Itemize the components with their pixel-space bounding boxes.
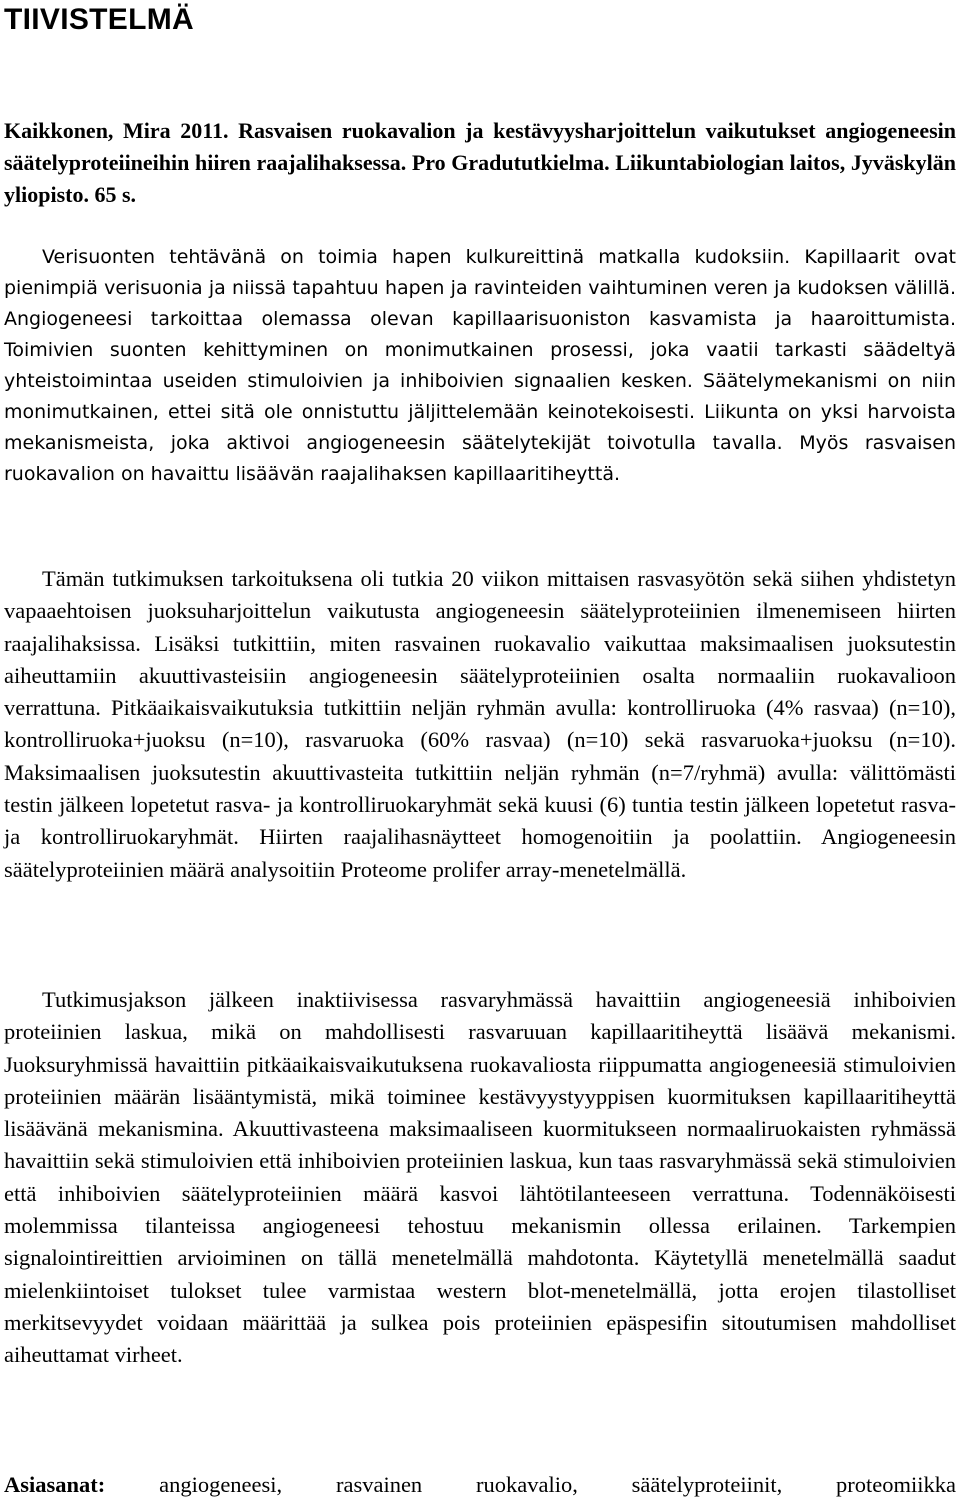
paragraph-3-text: Tutkimusjakson jälkeen inaktiivisessa rasvaryhmässä havaittiin angiogeneesiä inhiboivien proteiinien laskua, mikä on mahdollisesti rasvaruuan kapillaaritiheyttä lisäävä mekanismi. Juoksuryhmissä havaittiin pitkäaikaisvaikutuksena ruokavaliosta riippumatta angiogeneesiä stimuloivien proteiinien määrän lisääntymistä, mikä toiminee kestävyystyyppisen kuormituksen kapillaaritiheyttä lisäävänä mekanismina. Akuuttivasteena maksimaaliseen kuormitukseen normaaliruokaisten ryhmässä havaittiin sekä stimuloivien että inhiboivien proteiinien laskua, kun taas rasvaryhmässä sekä stimuloivien että inhiboivien säätelyproteiinien määrä kasvoi lähtötilanteeseen verrattuna. Todennäköisesti molemmissa tilanteissa angiogeneesi tehostuu mekanismin ollessa erilainen. Tarkempien signalointireittien arvioiminen on tällä menetelmällä mahdotonta. Käytetyllä menetelmällä saadut mielenkiintoiset tulokset tulee varmistaa western blot-menetelmällä, jotta erojen tilastolliset merkitsevyydet voidaan määrittää ja sulkea pois proteiinien epäspesifin sitoutumisen mahdolliset aiheuttamat virheet. [4, 987, 956, 1368]
paragraph-1 [4, 242, 956, 490]
paragraph-1-text: Verisuonten tehtävänä on toimia hapen kulkureittinä matkalla kudoksiin. Kapillaarit ovat pienimpiä verisuonia ja niissä tapahtuu hapen ja ravinteiden vaihtuminen veren ja kudoksen välillä. Angiogeneesi tarkoittaa olemassa olevan kapillaarisuoniston kasvamista ja haaroittumista. Toimivien suonten kehittyminen on monimutkainen prosessi, joka vaatii tarkasti säädeltyä yhteistoimintaa useiden stimuloivien ja inhiboivien signaalien kesken. Säätelymekanismi on niin monimutkainen, ettei sitä ole onnistuttu jäljittelemään keinotekoisesti. Liikunta on yksi harvoista mekanismeista, joka aktivoi angiogeneesin säätelytekijät toivotulla tavalla. Myös rasvaisen ruokavalion on havaittu lisäävän raajalihaksen kapillaaritiheyttä. [4, 246, 956, 485]
keywords-line [4, 1469, 956, 1501]
page-title: TIIVISTELMÄ [4, 3, 194, 36]
paragraph-2-text: Tämän tutkimuksen tarkoituksena oli tutkia 20 viikon mittaisen rasvasyötön sekä siihen yhdistetyn vapaaehtoisen juoksuharjoittelun vaikutusta angiogeneesin säätelyproteiinien ilmenemiseen hiirten raajalihaksissa. Lisäksi tutkittiin, miten rasvainen ruokavalio vaikuttaa maksimaalisen juoksutestin aiheuttamiin akuuttivasteisiin angiogeneesin säätelyproteiinien osalta normaaliin ruokavalioon verrattuna. Pitkäaikaisvaikutuksia tutkittiin neljän ryhmän avulla: kontrolliruoka (4% rasvaa) (n=10), kontrolliruoka+juoksu (n=10), rasvaruoka (60% rasvaa) (n=10) sekä rasvaruoka+juoksu (n=10). Maksimaalisen juoksutestin akuuttivasteita tutkittiin neljän ryhmän (n=7/ryhmä) avulla: välittömästi testin jälkeen lopetetut rasva- ja kontrolliruokaryhmät sekä kuusi (6) tuntia testin jälkeen lopetetut rasva- ja kontrolliruokaryhmät. Hiirten raajalihasnäytteet homogenoitiin ja poolattiin. Angiogeneesin säätelyproteiinien määrä analysoitiin Proteome prolifer array-menetelmällä. [4, 566, 956, 882]
citation: Kaikkonen, Mira 2011. Rasvaisen ruokavalion ja kestävyysharjoittelun vaikutukset angiogeneesin säätelyproteiineihin hiiren raajalihaksessa. Pro Gradututkielma. Liikuntabiologian laitos, Jyväskylän yliopisto. 65 s. [4, 118, 956, 207]
paragraph-2 [4, 563, 956, 886]
keywords-text: angiogeneesi, rasvainen ruokavalio, säätelyproteiinit, proteomiikka [159, 1472, 956, 1497]
paragraph-3 [4, 984, 956, 1372]
abstract-page [4, 0, 956, 1497]
keywords-label: Asiasanat: [4, 1472, 106, 1497]
